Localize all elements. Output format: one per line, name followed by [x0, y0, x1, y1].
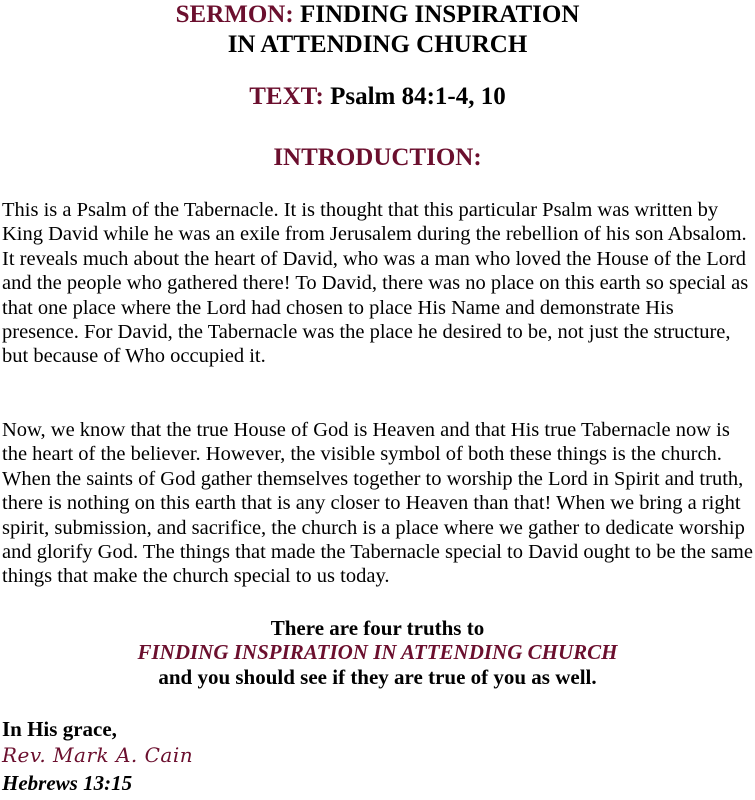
sermon-title-line2: IN ATTENDING CHURCH — [227, 31, 528, 58]
text-label: TEXT: — [249, 83, 324, 110]
signature-verse: Hebrews 13:15 — [2, 771, 133, 795]
signature-author: Rev. Mark A. Cain — [2, 743, 194, 767]
conclusion-line-2: FINDING INSPIRATION IN ATTENDING CHURCH — [137, 640, 618, 664]
intro-paragraph-2: Now, we know that the true House of God is Heaven and that His true Tabernacle now is the heart of the believer. However, the visible symbol of both these things is the church. When the saints of God gather themselves together to worship the Lord in Spirit and truth, there is nothing on this earth that is any closer to Heaven than that! When we bring a right spirit, submission, and sacrifice, the church is a place where we gather to dedicate worship and glorify God. The things that made the Tabernacle special to David ought to be the same things that make the church special to us today. — [2, 419, 753, 588]
intro-paragraph-1: This is a Psalm of the Tabernacle. It is thought that this particular Psalm was written by King David while he was an exile from Jerusalem during the rebellion of his son Absalom. It reveals much about the heart of David, who was a man who loved the House of the Lord and the people who gathered there! To David, there was no place on this earth so special as that one place where the Lord had chosen to place His Name and demonstrate His presence. For David, the Tabernacle was the place he desired to be, not just the structure, but because of Who occupied it. — [2, 199, 749, 368]
sermon-label: SERMON: — [175, 1, 294, 28]
sermon-title-line1 — [0, 0, 755, 30]
conclusion-line-1: There are four truths to — [270, 616, 485, 640]
signature-closing: In His grace, — [2, 717, 117, 741]
sermon-title-text: FINDING INSPIRATION — [299, 1, 580, 28]
scripture-text-heading — [0, 82, 755, 112]
conclusion-line-3: and you should see if they are true of you as well. — [158, 665, 597, 689]
introduction-heading: INTRODUCTION: — [273, 144, 482, 171]
text-reference: Psalm 84:1-4, 10 — [330, 83, 506, 110]
